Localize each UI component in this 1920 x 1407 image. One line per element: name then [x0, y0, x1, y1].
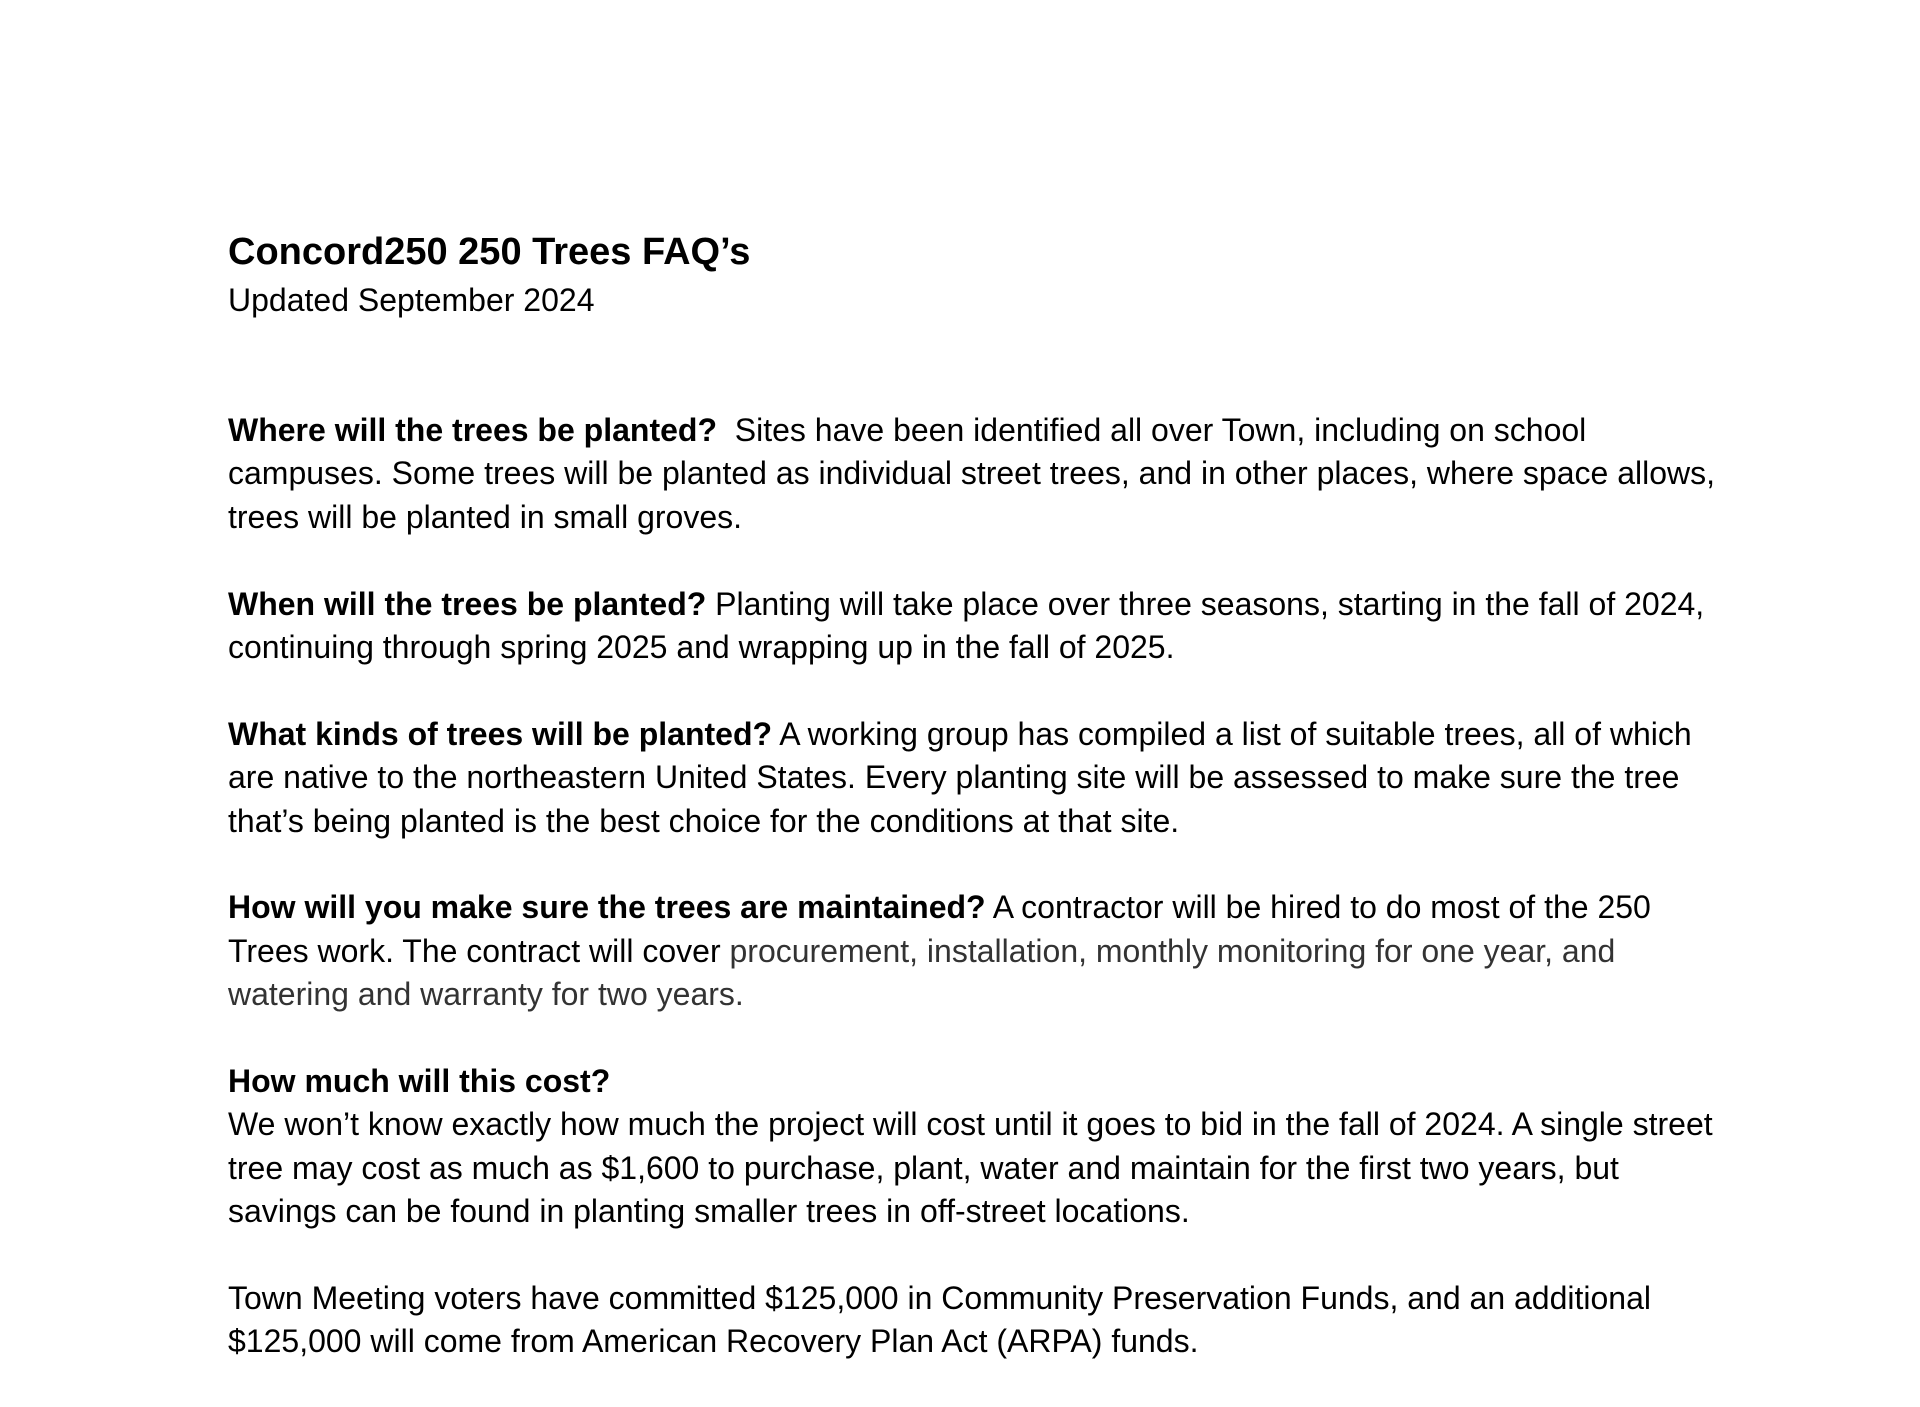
funding-paragraph: Town Meeting voters have committed $125,000 in Community Preservation Funds, and an additional $125,000 will come from American Recovery Plan Act (ARPA) funds. [228, 1280, 1651, 1360]
document-title: Concord250 250 Trees FAQ’s [228, 231, 751, 273]
updated-date: Updated September 2024 [228, 282, 595, 318]
faq-question: How much will this cost? [228, 1063, 611, 1100]
faq-question: How will you make sure the trees are maintained? [228, 889, 986, 926]
faq-question: Where will the trees be planted? [228, 412, 717, 448]
faq-item-cost [228, 1060, 1718, 1234]
faq-answer: We won’t know exactly how much the project will cost until it goes to bid in the fall of 2024. A single street tree may cost as much as $1,600 to purchase, plant, water and maintain for the first two years, but savings can be found in planting smaller trees in off-street locations. [228, 1106, 1713, 1230]
document-page [228, 226, 1718, 1407]
faq-answer: Planting will take place over three seasons, starting in the fall of 2024, continuing through spring 2025 and wrapping up in the fall of 2025. [228, 585, 1705, 666]
faq-item-kinds [228, 713, 1718, 843]
faq-question: When will the trees be planted? [228, 585, 707, 622]
faq-answer: A working group has compiled a list of suitable trees, all of which are native to the northeastern United States. Every planting site will be assessed to make sure the tree that’s being planted is the best choice for the conditions at that site. [228, 715, 1692, 839]
faq-answer: A contractor will be hired to do most of the 250 Trees work. The contract will cover [228, 889, 1651, 969]
faq-question: What kinds of trees will be planted? [228, 715, 773, 752]
faq-item-where [228, 409, 1718, 539]
faq-answer: Sites have been identified all over Town, including on school campuses. Some trees will be planted as individual street trees, and in other places, where space allows, trees will be planted in small groves. [228, 412, 1715, 535]
faq-item-when [228, 583, 1718, 670]
faq-item-maintenance [228, 886, 1718, 1016]
faq-answer-continued: procurement, installation, monthly monitoring for one year, and watering and warranty for two years. [228, 932, 1616, 1013]
